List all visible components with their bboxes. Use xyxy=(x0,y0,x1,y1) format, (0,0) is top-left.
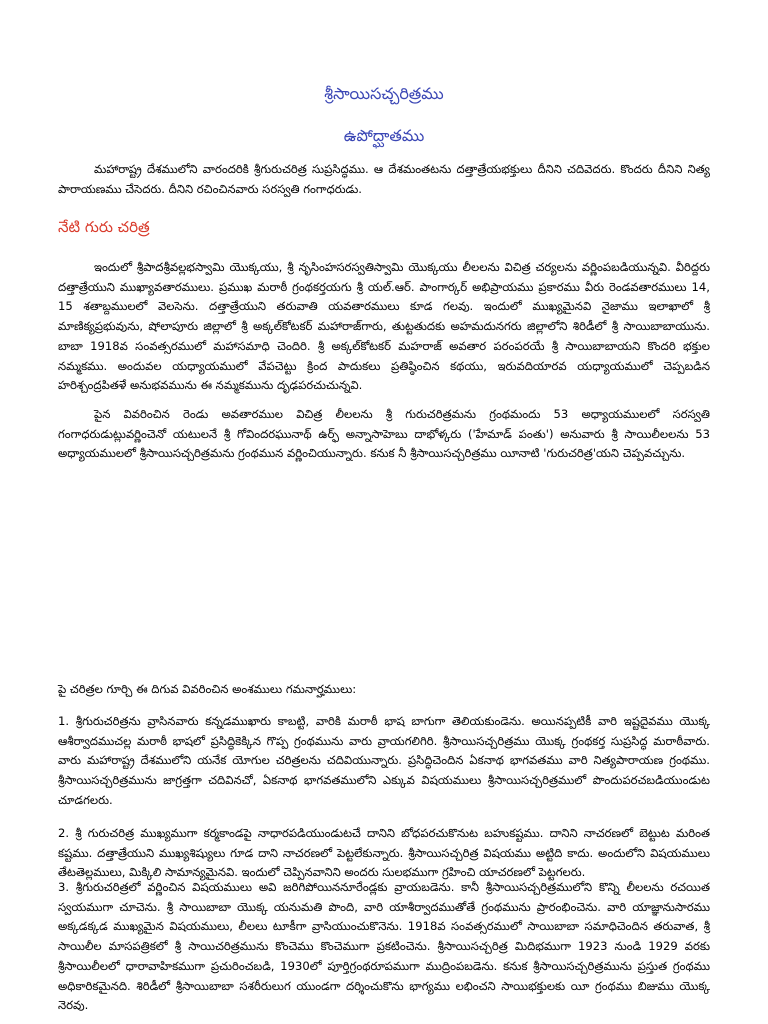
section-heading: నేటి గురు చరిత్ర xyxy=(58,218,150,236)
list-heading: పై చరిత్రల గూర్చి ఈ దిగువ వివరించిన అంశములు గమనార్హములు: xyxy=(58,682,357,696)
body-paragraph-1 xyxy=(58,258,710,396)
document-subtitle: ఉపోద్ఘాతము xyxy=(343,126,425,145)
document-title: శ్రీసాయిసచ్చరిత్రము xyxy=(324,84,444,103)
list-item-3: 3. శ్రీగురుచరిత్రలో వర్ణించిన విషయములు అవి జరిగిపోయిననూరేండ్లకు వ్రాయబడెను. కానీ శ్రీసాయిసచ్చరిత్రములోని కొన్ని లీలలను రచయిత స్వయముగా చూచెను. శ్రీ సాయిబాబా యొక్క యనుమతి పొంది, వారి యాశీర్వాదముతోతే గ్రంథమును ప్రారంభించెను. వారి యాజ్ఞానుసారము అక్కడక్కడ ముఖ్యమైన విషయములు, లీలలు టూకీగా వ్రాసియుంచుకొనెను. 1918వ సంవత్సరములో సాయిబాబా సమాధిచెందిన తరువాత, శ్రీ సాయిలీల మాసపత్రికలో శ్రీ సాయిచరిత్రమును కొంచెము కొంచెముగా ప్రకటించెను. శ్రీసాయిసచ్చరిత్ర మిదిభముగా 1923 నుండి 1929 వరకు శ్రీసాయిలీలలో ధారావాహికముగా ప్రచురించబడి, 1930లో పూర్తిగ్రంథరూపముగా ముద్రింపబడెను. కనుక శ్రీసాయిసచ్చరిత్రమును ప్రస్తుత గ్రంథము అధికారికమైనది. శిరిడీలో శ్రీసాయిబాబా సశరీరులుగ యుండగా దర్శించుకొను భాగ్యము లభించని సాయిభక్తులకు యీ గ్రంథము బిజుము యొక్క నెరవు. xyxy=(58,880,710,1013)
body-paragraph-1-text: ఇందులో శ్రీపాదశ్రీవల్లభస్వామి యొక్కయు, శ్రీ నృసింహసరస్వతిస్వామి యొక్కయు లీలలను విచిత్ర చర్యలను వర్ణింపబడియున్నవి. వీరిద్దరు దత్తాత్రేయుని ముఖ్యావతారములు. ప్రముఖ మరాఠీ గ్రంథకర్తయగు శ్రీ యల్.ఆర్. పాంగార్కర్ అభిప్రాయము ప్రకారము వీరు రెండవతారములు 14, 15 శతాబ్దములలో వెలసెను. దత్తాత్రేయుని తరువాతి యవతారములు కూడ గలవు. ఇందులో ముఖ్యమైనవి నైజాము ఇలాఖాలో శ్రీ మాణిక్యప్రభువును, షోలాపూరు జిల్లాలో శ్రీ అక్కల్‌కోటకర్ మహారాజ్‌గారు, తుట్టతుదకు అహమదునగరు జిల్లాలోని శిరిడీలో శ్రీ సాయిబాబాయును. బాబా 1918వ సంవత్సరములో మహాసమాధి చెందిరి. శ్రీ అక్కల్‌కోటకర్ మహరాజ్ అవతార పరంపరయే శ్రీ సాయిబాబాయని కొందరి భక్తుల నమ్మకము. అందువల యధ్యాయములో వేపచెట్టు క్రింద పాదుకలు ప్రతిష్ఠించిన కథయు, ఇరువదియారవ యధ్యాయములో చెప్పబడిన హరిశ్చంద్రపితళే అనుభవమును ఈ నమ్మకమును దృఢపరచుచున్నవి. xyxy=(58,260,710,393)
body-paragraph-2-text: పైన వివరించిన రెండు అవతారముల విచిత్ర లీలలను శ్రీ గురుచరిత్రమను గ్రంథమందు 53 అధ్యాయములలో సరస్వతి గంగాధరుడుట్లువర్ణించెనో యటులనే శ్రీ గోవిందరఘునాథ్ ఉర్ఫ్ అన్నాసాహెబు దాభోళ్కరు ('హేమాడ్ పంతు') అనువారు శ్రీ సాయిలీలలను 53 అధ్యాయములలో శ్రీసాయిసచ్చరిత్రమను గ్రంథమున వర్ణించియున్నారు. కనుక నీ శ్రీసాయిసచ్చరిత్రము యీనాటి 'గురుచరిత్ర'యని చెప్పవచ్చును. xyxy=(58,407,710,461)
intro-text: మహారాష్ట్ర దేశములోని వారందరికి శ్రీగురుచరిత్ర సుప్రసిద్ధము. ఆ దేశమంతటను దత్తాత్రేయభక్తులు దీనిని చదివెదరు. కొందరు దీనిని నిత్య పారాయణము చేసెదరు. దీనిని రచించినవారు సరస్వతి గంగాధరుడు. xyxy=(58,162,710,196)
list-item-1: 1. శ్రీగురుచరిత్రను వ్రాసినవారు కన్నడముఖారు కాబట్టి, వారికి మరాఠీ భాష బాగుగా తెలియకుండెను. అయినప్పటికీ వారి ఇష్టదైవము యొక్క ఆశీర్వాదముచల్ల మరాఠీ భాషలో ప్రసిద్ధికెక్కిన గొప్ప గ్రంథమును వారు వ్రాయగలిగిరి. శ్రీసాయిసచ్చరిత్రము యొక్క గ్రంథకర్త సుప్రసిద్ధ మరాఠీవారు. వారు మహారాష్ట్ర దేశములోని యనేక యోగుల చరిత్రలను చదివియున్నారు. ప్రసిద్ధిచెందిన ఏకనాథ భాగవతము వారి నిత్యపారాయణ గ్రంథము. శ్రీసాయిసచ్చరిత్రమును జాగ్రత్తగా చదివినచో, ఏకనాథ భాగవతములోని ఎక్కువ విషయములు శ్రీసాయిసచ్చరిత్రములో పొందుపరచబడియుండుట చూడగలరు. xyxy=(58,714,710,807)
body-paragraph-2 xyxy=(58,405,710,464)
intro-paragraph xyxy=(58,160,710,199)
list-item-2: 2. శ్రీ గురుచరిత్ర ముఖ్యముగా కర్మకాండపై నాధారపడియుండుటచే దానిని బోధపరచుకొనుట బహుకష్టము. దానిని నాచరణలో బెట్టుట మరింత కష్టము. దత్తాత్రేయుని ముఖ్యశిష్యులు గూడ దాని నాచరణలో పెట్టలేకున్నారు. శ్రీసాయిసచ్చరిత్ర విషయము అట్టిది కాదు. అందులోని విషయములు తేటతెల్లములు, మిక్కిలి సామాన్యమైనవి. ఇందులో చెప్పినవానిని అందరు సులభముగా గ్రహించి యాచరణలో పెట్టగలరు. xyxy=(58,826,710,880)
